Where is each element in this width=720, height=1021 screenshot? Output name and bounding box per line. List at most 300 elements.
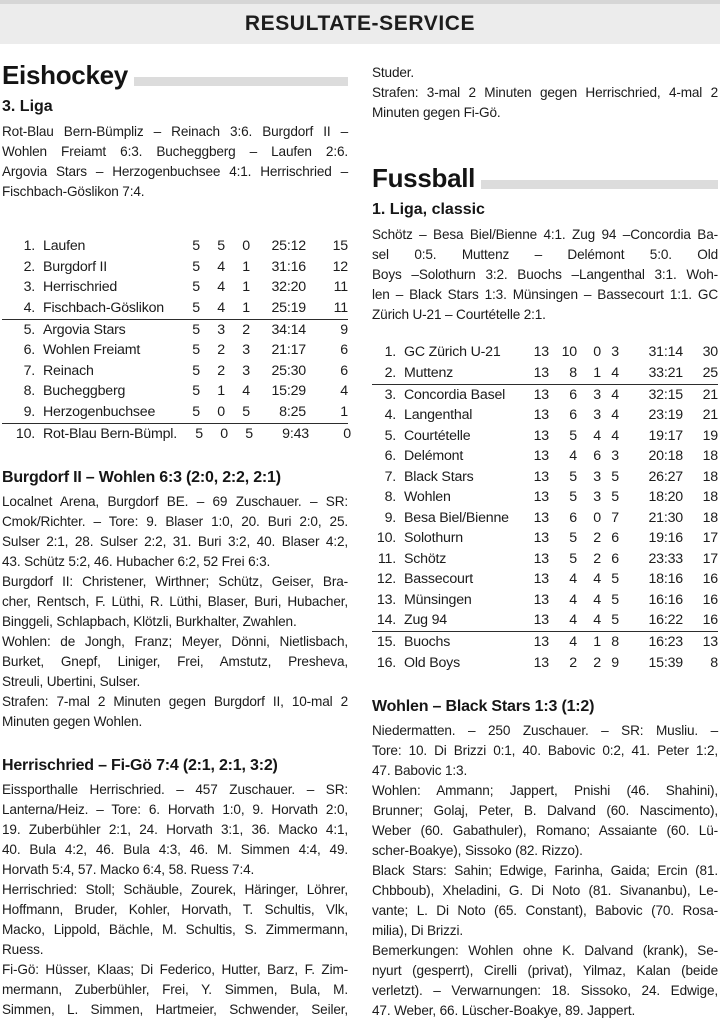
paragraph [372, 63, 718, 83]
match-report-wohlen-blackstars [372, 696, 718, 1021]
table-cell-rank: 9. [23, 403, 35, 420]
table-cell-draws: 1 [593, 364, 601, 381]
table-cell-draws: 3 [593, 407, 601, 423]
team-name: Bassecourt [404, 571, 473, 587]
table-cell-goals: 8:25 [279, 403, 306, 420]
table-cell-wins: 4 [569, 591, 577, 608]
text-line: nyurt (gesperrt), Cirelli (privat), Yilmaz, Kalan (beide [372, 963, 718, 978]
team-name: Muttenz [404, 364, 454, 381]
table-cell-goals: 21:17 [271, 342, 306, 358]
table-cell-games: 5 [192, 299, 200, 316]
text-line: Niedermatten. – 250 Zuschauer. – SR: Musliu. – [372, 723, 718, 738]
table-cell-draws: 2 [593, 654, 601, 671]
team-name: Burgdorf II [43, 258, 108, 275]
table-cell-goals: 25:30 [271, 362, 306, 379]
text-line: 19. Zuberbühler 2:1, 24. Horvath 3:1, 36. Macko 4:1, [2, 822, 348, 837]
table-cell-draws: 0 [593, 509, 601, 526]
text-line: Simmen, L. Simmen, Hartmeier, Schwender, Seiler, [2, 1002, 348, 1017]
team-name: Courtételle [404, 427, 471, 444]
table-cell-wins: 2 [217, 342, 225, 358]
table-cell-draws: 3 [593, 468, 601, 485]
table-cell-draws: 4 [593, 427, 601, 444]
table-row [2, 298, 348, 320]
text-line: Ruess. [2, 942, 44, 957]
table-cell-losses: 4 [611, 364, 619, 381]
text-line: milia), Di Brizzi. [372, 923, 463, 938]
hockey-results-summary [2, 122, 348, 202]
paragraph [2, 122, 348, 202]
text-line: Strafen: 7-mal 2 Minuten gegen Burgdorf II, 10-mal 2 [2, 694, 348, 709]
text-line: Binggeli, Schlapbach, Klötzli, Burkhalter, Zwahlen. [2, 614, 297, 629]
section-heading-eishockey [2, 60, 348, 90]
text-line: Burgdorf II: Christener, Wirthner; Schütz, Geiser, Bra- [2, 574, 348, 589]
text-line: Macko, Lippold, Bächle, M. Schultis, S. Zimmermann, [2, 922, 348, 937]
table-cell-points: 18 [702, 468, 718, 485]
team-name: Herzogenbuchsee [43, 403, 156, 420]
table-cell-rank: 10. [15, 425, 35, 442]
section-heading-fussball [372, 163, 718, 193]
table-cell-wins: 3 [217, 321, 225, 338]
text-line: Wohlen: de Jongh, Franz; Meyer, Dönni, Nietlisbach, [2, 634, 348, 649]
table-cell-wins: 5 [569, 427, 577, 444]
table-row [372, 385, 718, 406]
table-cell-games: 13 [533, 407, 549, 423]
table-cell-draws: 2 [593, 530, 601, 546]
table-cell-games: 13 [533, 509, 549, 526]
text-line: Wohlen Freiamt 6:3. Bucheggberg – Laufen 2:6. [2, 144, 348, 159]
text-line: Bemerkungen: Wohlen ohne K. Dalvand (krank), Se- [372, 943, 718, 958]
table-cell-games: 5 [195, 425, 203, 442]
column-eishockey [2, 44, 351, 1021]
table-cell-wins: 6 [569, 509, 577, 526]
text-line: Localnet Arena, Burgdorf BE. – 69 Zuschauer. – SR: [2, 494, 348, 509]
table-cell-wins: 0 [220, 425, 228, 442]
table-cell-rank: 8. [384, 489, 396, 505]
table-cell-points: 13 [702, 634, 718, 650]
team-name: Laufen [43, 238, 86, 254]
table-cell-losses: 3 [242, 362, 250, 379]
table-cell-goals: 32:15 [648, 386, 683, 403]
table-cell-points: 30 [702, 344, 718, 360]
table-cell-games: 5 [192, 279, 200, 295]
text-line: Schötz – Besa Biel/Bienne 4:1. Zug 94 –Concordia Ba- [372, 227, 718, 242]
text-line: Fi-Gö: Hüsser, Klaas; Di Federico, Hutter, Barz, F. Zim- [2, 962, 348, 977]
table-cell-games: 5 [192, 403, 200, 420]
table-row [372, 487, 718, 508]
table-cell-games: 13 [533, 364, 549, 381]
team-name: Reinach [43, 362, 94, 379]
table-cell-wins: 2 [569, 654, 577, 671]
table-row [2, 320, 348, 341]
table-cell-losses: 4 [242, 383, 250, 399]
table-cell-draws: 3 [593, 489, 601, 505]
paragraph [2, 572, 348, 632]
table-cell-losses: 0 [242, 238, 250, 254]
table-cell-points: 8 [710, 654, 718, 671]
table-cell-wins: 8 [569, 364, 577, 381]
table-cell-draws: 1 [593, 634, 601, 650]
table-cell-wins: 1 [217, 383, 225, 399]
table-cell-rank: 11. [377, 550, 396, 567]
table-cell-losses: 3 [611, 344, 619, 360]
team-name: Solothurn [404, 530, 463, 546]
table-cell-rank: 1. [23, 238, 35, 254]
paragraph [372, 861, 718, 941]
table-cell-rank: 8. [23, 383, 35, 399]
table-cell-losses: 3 [242, 342, 250, 358]
table-cell-goals: 16:23 [648, 634, 683, 650]
text-line: verletzt). – Verwarnungen: 18. Sissoko, 24. Edwige, [372, 983, 718, 998]
text-line: 43. Schütz 5:2, 46. Hubacher 6:2, 52 Frei 6:3. [2, 554, 271, 569]
table-cell-games: 13 [533, 448, 549, 464]
table-cell-losses: 1 [242, 258, 250, 275]
table-cell-wins: 5 [569, 489, 577, 505]
text-line: vante; L. Di Noto (65. Constant), Babovic (70. Rosa- [372, 903, 718, 918]
table-cell-goals: 19:16 [648, 530, 683, 546]
match-report-body [372, 721, 718, 1021]
team-name: Argovia Stars [43, 321, 126, 338]
text-line: 47. Babovic 1:3. [372, 763, 468, 778]
text-line: Eissporthalle Herrischried. – 457 Zuschauer. – SR: [2, 782, 348, 797]
table-cell-losses: 5 [242, 403, 250, 420]
table-cell-rank: 14. [376, 612, 396, 629]
table-row [372, 426, 718, 447]
text-line: Lanterna/Heiz. – Tore: 6. Horvath 1:0, 9. Horvath 2:0, [2, 802, 348, 817]
table-cell-goals: 25:19 [271, 299, 306, 316]
table-cell-goals: 25:12 [271, 238, 306, 254]
results-service-banner [0, 0, 720, 44]
table-cell-wins: 6 [569, 407, 577, 423]
table-cell-goals: 33:21 [648, 364, 683, 381]
table-cell-games: 13 [533, 468, 549, 485]
table-cell-wins: 4 [217, 258, 225, 275]
table-cell-wins: 2 [217, 362, 225, 379]
table-cell-wins: 5 [569, 550, 577, 567]
paragraph [372, 83, 718, 123]
table-cell-games: 13 [533, 634, 549, 650]
team-name: Rot-Blau Bern-Bümpl. [43, 425, 177, 442]
match-report-heading: Herrischried – Fi-Gö 7:4 (2:1, 2:1, 3:2) [2, 757, 278, 774]
paragraph [372, 941, 718, 1021]
table-cell-draws: 6 [593, 448, 601, 464]
table-cell-losses: 5 [245, 425, 253, 442]
table-cell-losses: 9 [611, 654, 619, 671]
table-cell-losses: 4 [611, 427, 619, 444]
table-cell-rank: 12. [376, 571, 396, 587]
text-line: Burket, Gnepf, Liniger, Frei, Amstutz, Presheva, [2, 654, 348, 669]
table-cell-goals: 34:14 [271, 321, 306, 338]
table-cell-wins: 4 [569, 612, 577, 629]
table-cell-points: 17 [702, 530, 718, 546]
team-name: Münsingen [404, 591, 472, 608]
table-cell-losses: 4 [611, 407, 619, 423]
table-cell-goals: 16:22 [648, 612, 683, 629]
table-row [372, 508, 718, 529]
table-cell-points: 6 [340, 342, 348, 358]
team-name: Herrischried [43, 279, 118, 295]
table-cell-rank: 4. [23, 299, 35, 316]
table-row [372, 405, 718, 426]
table-row [372, 632, 718, 653]
text-line: Streuli, Ubertini, Sulser. [2, 674, 141, 689]
table-cell-goals: 9:43 [282, 425, 309, 442]
team-name: Black Stars [404, 468, 474, 485]
table-cell-losses: 5 [611, 612, 619, 629]
table-cell-points: 4 [340, 383, 348, 399]
table-cell-games: 13 [533, 489, 549, 505]
table-cell-points: 16 [702, 612, 718, 629]
team-name: Bucheggberg [43, 383, 126, 399]
table-cell-goals: 26:27 [648, 468, 683, 485]
table-row [2, 381, 348, 402]
text-line: Minuten gegen Fi-Gö. [372, 105, 501, 120]
heading-rule-bar [134, 77, 348, 86]
table-cell-points: 18 [702, 489, 718, 505]
league-title-football: 1. Liga, classic [372, 201, 485, 218]
text-line: Fischbach-Göslikon 7:4. [2, 184, 145, 199]
table-cell-points: 9 [340, 321, 348, 338]
table-row [372, 590, 718, 611]
table-cell-rank: 13. [376, 591, 396, 608]
table-row [372, 569, 718, 590]
table-cell-rank: 4. [384, 407, 396, 423]
table-row [372, 653, 718, 674]
text-line: Studer. [372, 65, 415, 80]
paragraph [2, 960, 348, 1020]
match-report-burgdorf-wohlen [2, 467, 348, 732]
table-cell-games: 5 [192, 342, 200, 358]
match-report-heading: Burgdorf II – Wohlen 6:3 (2:0, 2:2, 2:1) [2, 469, 281, 486]
heading-rule-bar [481, 180, 718, 189]
table-cell-wins: 5 [569, 530, 577, 546]
table-cell-losses: 4 [611, 386, 619, 403]
table-cell-losses: 5 [611, 468, 619, 485]
section-title: Fussball [372, 163, 476, 193]
team-name: Concordia Basel [404, 386, 506, 403]
page-title: RESULTATE-SERVICE [244, 12, 476, 35]
football-results-summary [372, 225, 718, 325]
team-name: Fischbach-Göslikon [43, 299, 164, 316]
table-cell-rank: 5. [384, 427, 396, 444]
text-line: Zürich U-21 – Courtételle 2:1. [372, 307, 546, 322]
table-cell-losses: 7 [611, 509, 619, 526]
table-cell-wins: 6 [569, 386, 577, 403]
table-cell-goals: 31:16 [271, 258, 306, 275]
table-cell-wins: 4 [569, 634, 577, 650]
paragraph [372, 225, 718, 325]
table-cell-wins: 5 [217, 238, 225, 254]
table-cell-rank: 6. [384, 448, 396, 464]
table-row [372, 610, 718, 632]
paragraph [372, 781, 718, 861]
team-name: Besa Biel/Bienne [404, 509, 509, 526]
league-table-hockey [2, 236, 351, 444]
table-cell-goals: 20:18 [648, 448, 683, 464]
table-cell-losses: 8 [611, 634, 619, 650]
table-cell-games: 13 [533, 386, 549, 403]
text-line: Herrischried: Stoll; Schäuble, Zourek, Häringer, Löhrer, [2, 882, 348, 897]
table-cell-goals: 15:29 [271, 383, 306, 399]
table-cell-rank: 2. [384, 364, 396, 381]
text-line: cher, Rentsch, F. Lüthi, R. Lüthi, Blaser, Buri, Hubacher, [2, 594, 348, 609]
table-row [372, 549, 718, 570]
table-cell-games: 5 [192, 383, 200, 399]
table-cell-draws: 4 [593, 591, 601, 608]
table-cell-wins: 4 [217, 279, 225, 295]
table-cell-wins: 10 [561, 344, 577, 360]
table-cell-goals: 32:20 [271, 279, 306, 295]
team-name: Langenthal [404, 407, 473, 423]
match-report-body [2, 492, 348, 732]
table-cell-points: 11 [333, 279, 348, 295]
table-cell-goals: 23:33 [648, 550, 683, 567]
table-cell-goals: 23:19 [648, 407, 683, 423]
text-line: Chbboub), Xheladini, G. Di Noto (81. Sivananbu), Le- [372, 883, 718, 898]
match-report-herrischried-figoe [2, 755, 348, 1020]
table-cell-losses: 5 [611, 571, 619, 587]
text-line: 47. Weber, 66. Lüscher-Boakye, 89. Jappert. [372, 1003, 636, 1018]
paragraph [2, 492, 348, 572]
table-cell-rank: 9. [384, 509, 396, 526]
table-cell-points: 21 [702, 407, 718, 423]
table-cell-draws: 3 [593, 386, 601, 403]
table-cell-goals: 18:20 [648, 489, 683, 505]
table-cell-rank: 7. [384, 468, 396, 485]
table-cell-games: 13 [533, 550, 549, 567]
table-row [372, 446, 718, 467]
table-cell-draws: 0 [593, 344, 601, 360]
table-row [2, 402, 348, 424]
table-row [2, 257, 348, 278]
paragraph [2, 632, 348, 692]
text-line: mermann, Zuberbühler, Frei, Y. Simmen, Bula, M. [2, 982, 348, 997]
table-cell-wins: 4 [569, 571, 577, 587]
table-cell-losses: 5 [611, 591, 619, 608]
text-line: Minuten gegen Wohlen. [2, 714, 143, 729]
table-cell-points: 6 [340, 362, 348, 379]
table-cell-goals: 18:16 [648, 571, 683, 587]
table-cell-wins: 4 [569, 448, 577, 464]
table-cell-games: 13 [533, 344, 549, 360]
table-cell-rank: 3. [384, 386, 396, 403]
table-cell-losses: 5 [611, 489, 619, 505]
table-cell-losses: 1 [242, 299, 250, 316]
team-name: Wohlen Freiamt [43, 342, 141, 358]
table-row [2, 277, 348, 298]
match-report-body [2, 780, 348, 1020]
team-name: Wohlen [404, 489, 451, 505]
team-name: Old Boys [404, 654, 460, 671]
team-name: Schötz [404, 550, 447, 567]
text-line: Horvath 5:4, 57. Macko 6:4, 58. Ruess 7:4. [2, 862, 255, 877]
text-line: Hoffmann, Bruder, Kohler, Horvath, T. Schultis, Vlk, [2, 902, 348, 917]
table-cell-rank: 3. [23, 279, 35, 295]
table-cell-rank: 16. [376, 654, 396, 671]
table-cell-points: 25 [702, 364, 718, 381]
table-cell-games: 5 [192, 258, 200, 275]
text-line: Wohlen: Ammann; Jappert, Pnishi (46. Shahini), [372, 783, 718, 798]
table-cell-wins: 0 [217, 403, 225, 420]
league-title-hockey: 3. Liga [2, 98, 53, 115]
table-cell-games: 5 [192, 321, 200, 338]
text-line: len – Black Stars 1:3. Münsingen – Bassecourt 1:1. GC [372, 287, 718, 302]
table-cell-games: 13 [533, 530, 549, 546]
table-cell-rank: 1. [384, 344, 396, 360]
table-cell-games: 13 [533, 654, 549, 671]
table-row [2, 361, 348, 382]
table-cell-rank: 2. [23, 258, 35, 275]
table-cell-rank: 15. [376, 634, 396, 650]
text-line: Sulser 2:1, 28. Sulser 2:2, 31. Buri 3:2, 40. Blaser 4:2, [2, 534, 348, 549]
table-cell-wins: 4 [217, 299, 225, 316]
text-line: scher-Boakye), Sissoko (82. Rizzo). [372, 843, 583, 858]
text-line: sel 0:5. Muttenz – Delémont 5:0. Old [372, 247, 718, 262]
table-cell-games: 13 [533, 571, 549, 587]
table-row [372, 342, 718, 363]
text-line: Strafen: 3-mal 2 Minuten gegen Herrischried, 4-mal 2 [372, 85, 718, 100]
table-cell-goals: 31:14 [648, 344, 683, 360]
text-line: Cmok/Richter. – Tore: 9. Blaser 1:0, 20. Buri 2:0, 25. [2, 514, 348, 529]
continuation-text [372, 63, 718, 123]
table-cell-games: 5 [192, 238, 200, 254]
team-name: Delémont [404, 448, 464, 464]
text-line: Weber (60. Gabathuler), Romano; Assaiante (60. Lü- [372, 823, 718, 838]
table-cell-points: 15 [332, 238, 348, 254]
text-line: 40. Bula 4:2, 46. Bula 4:3, 46. M. Simmen 4:4, 49. [2, 842, 348, 857]
table-cell-rank: 6. [23, 342, 35, 358]
table-cell-goals: 16:16 [648, 591, 683, 608]
text-line: Tore: 10. Di Brizzi 0:1, 40. Babovic 0:2, 41. Peter 1:2, [372, 743, 718, 758]
table-cell-points: 1 [340, 403, 348, 420]
table-cell-points: 17 [702, 550, 718, 567]
table-cell-losses: 6 [611, 530, 619, 546]
table-cell-rank: 10. [376, 530, 396, 546]
text-line: Rot-Blau Bern-Bümpliz – Reinach 3:6. Burgdorf II – [2, 124, 348, 139]
table-row [2, 236, 348, 257]
table-row [372, 467, 718, 488]
table-cell-games: 5 [192, 362, 200, 379]
table-cell-points: 0 [343, 425, 351, 442]
table-cell-losses: 1 [242, 279, 250, 295]
table-cell-points: 11 [333, 299, 348, 316]
table-cell-draws: 4 [593, 612, 601, 629]
column-fussball [372, 44, 718, 1021]
team-name: Zug 94 [404, 612, 447, 629]
table-cell-rank: 5. [23, 321, 35, 338]
table-cell-losses: 6 [611, 550, 619, 567]
table-cell-games: 13 [533, 612, 549, 629]
table-cell-goals: 19:17 [648, 427, 683, 444]
section-title: Eishockey [2, 60, 128, 90]
table-row [2, 340, 348, 361]
table-cell-draws: 4 [593, 571, 601, 587]
table-cell-goals: 15:39 [648, 654, 683, 671]
text-line: Boys –Solothurn 3:2. Buochs –Langenthal 3:1. Woh- [372, 267, 718, 282]
paragraph [2, 880, 348, 960]
table-row [2, 424, 351, 445]
table-cell-points: 18 [702, 509, 718, 526]
table-cell-points: 21 [702, 386, 718, 403]
match-report-heading: Wohlen – Black Stars 1:3 (1:2) [372, 698, 595, 715]
table-cell-wins: 5 [569, 468, 577, 485]
table-cell-rank: 7. [23, 362, 35, 379]
table-cell-draws: 2 [593, 550, 601, 567]
text-line: Argovia Stars – Herzogenbuchsee 4:1. Herrischried – [2, 164, 348, 179]
text-line: Black Stars: Sahin; Edwige, Farinha, Gaida; Ercin (81. [372, 863, 718, 878]
table-cell-goals: 21:30 [648, 509, 683, 526]
table-cell-points: 16 [702, 571, 718, 587]
paragraph [2, 780, 348, 880]
